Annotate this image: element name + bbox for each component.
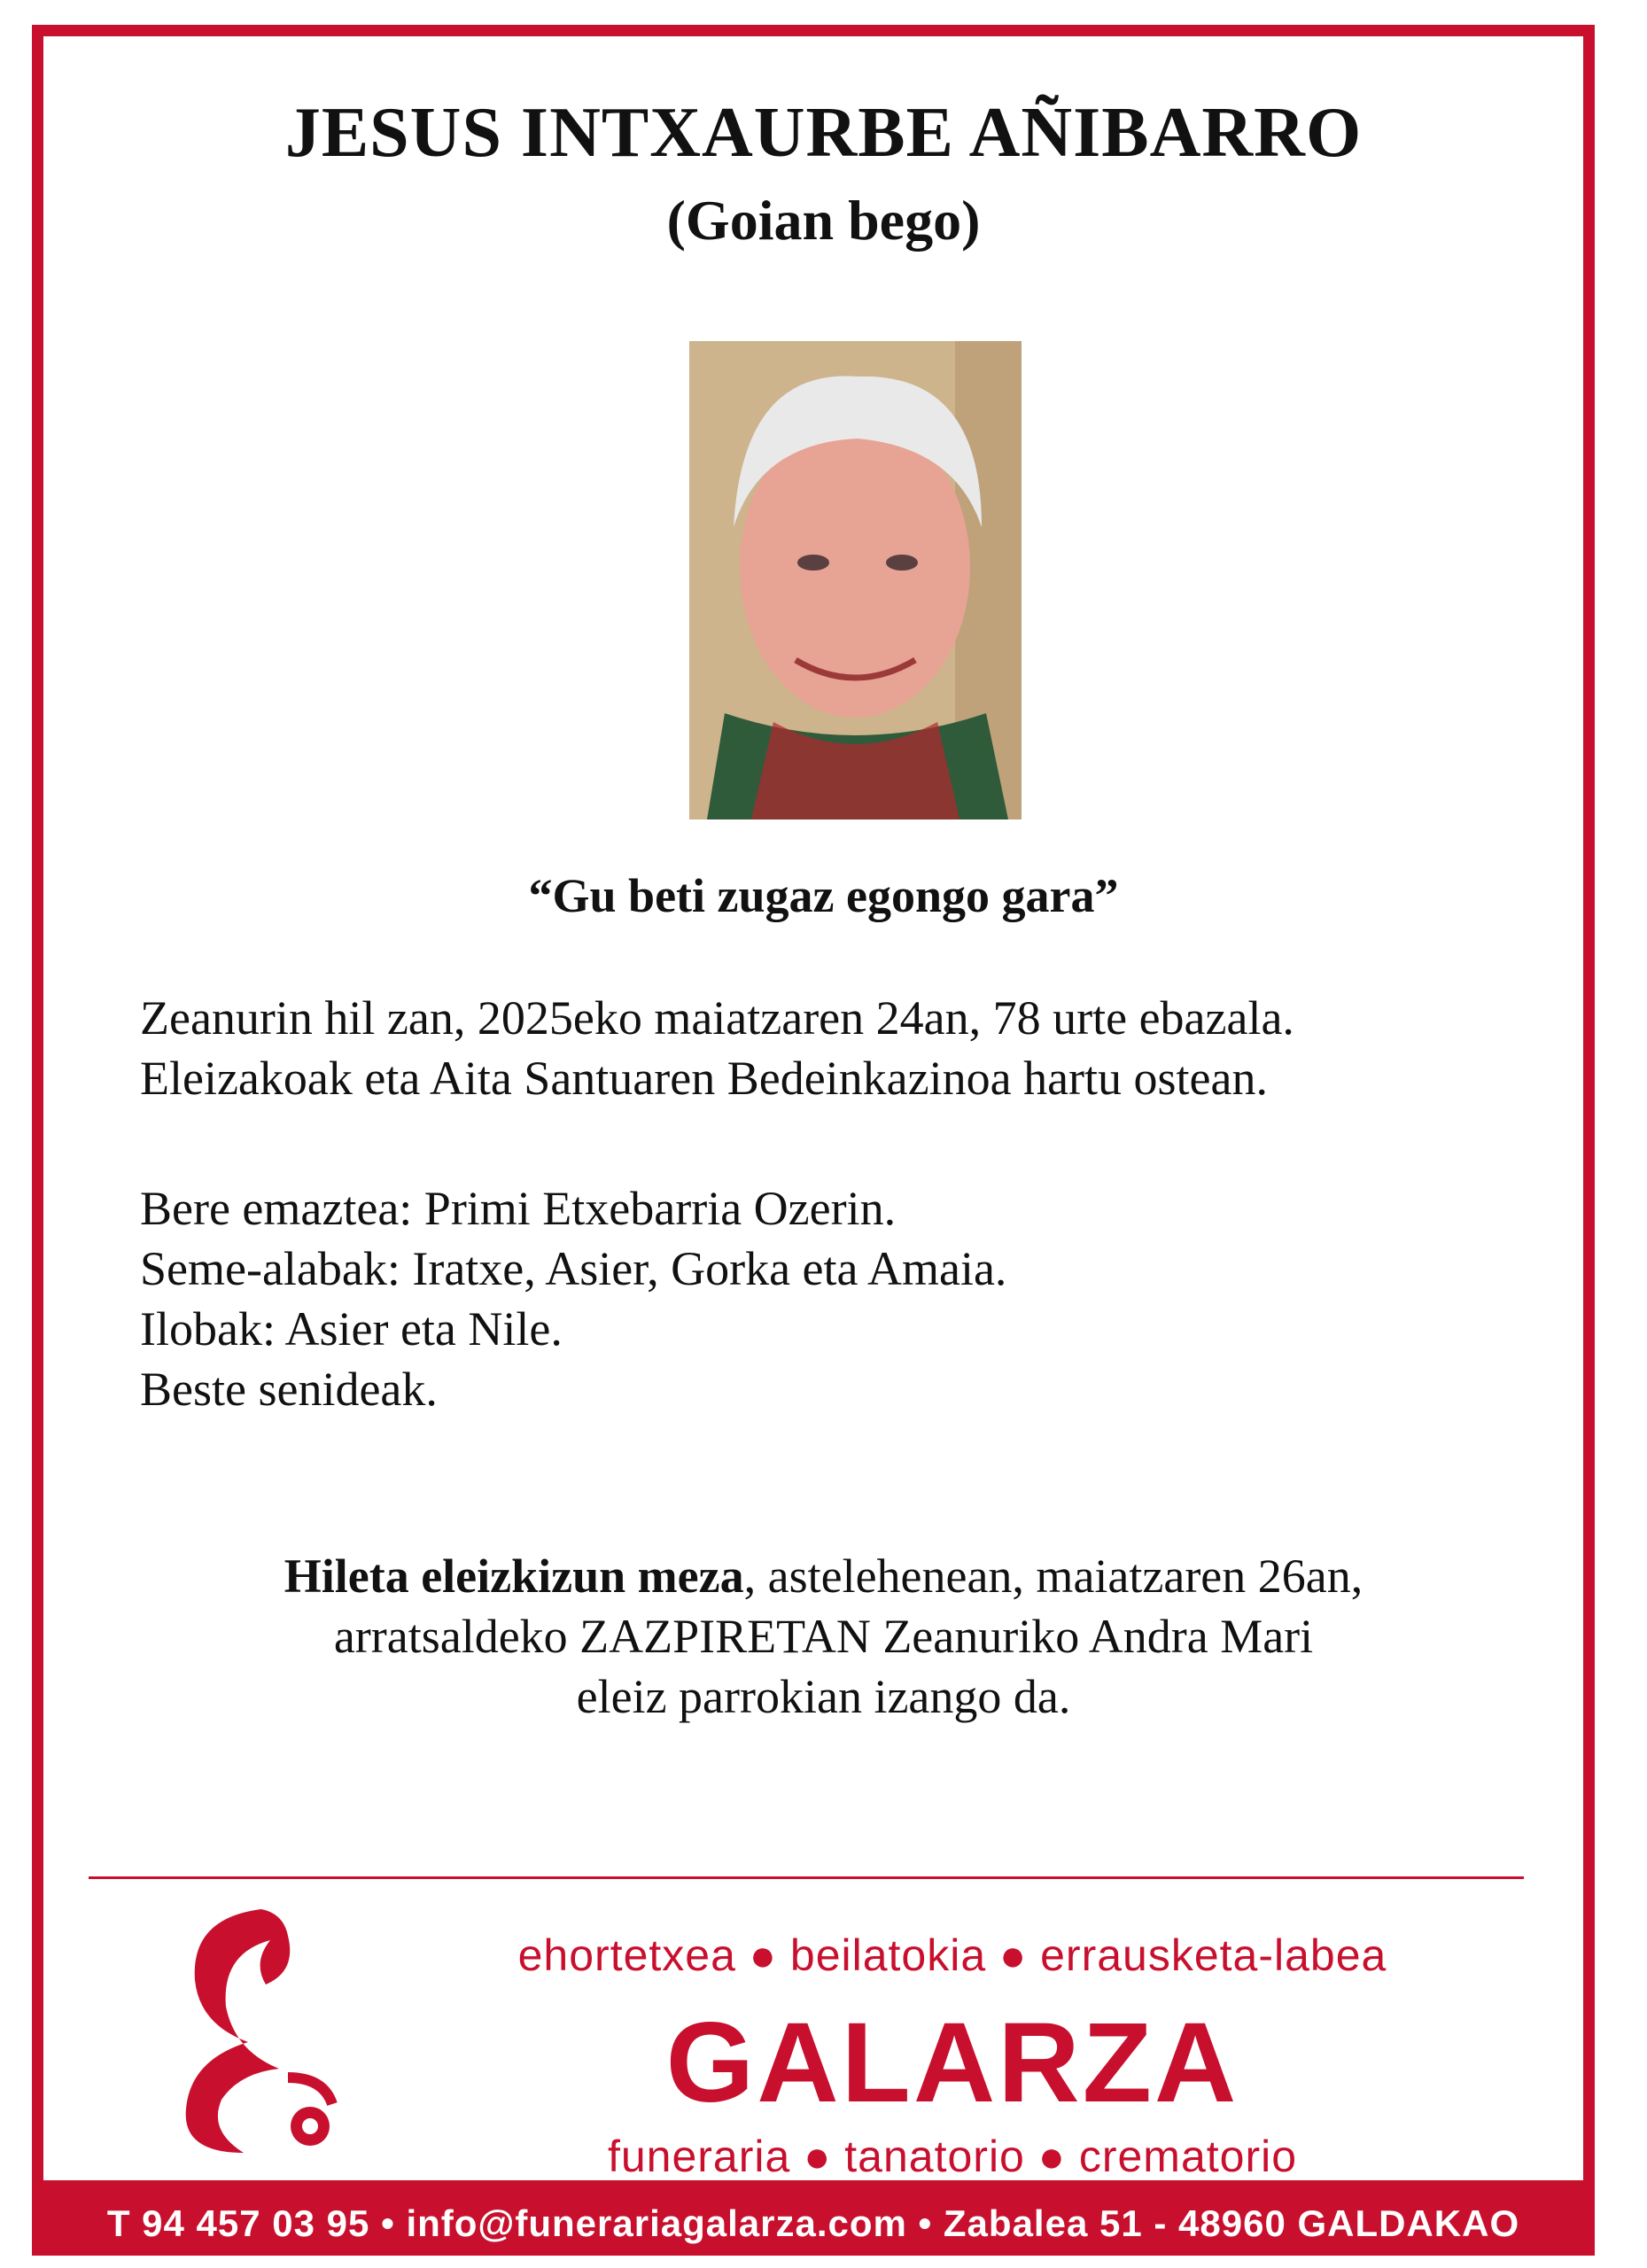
- tagline-spanish: funeraria ● tanatorio ● crematorio: [607, 2132, 1298, 2181]
- death-notice: [140, 988, 1294, 1108]
- service-line: arratsaldeko ZAZPIRETAN Zeanuriko Andra Mari: [333, 1610, 1314, 1663]
- galarza-logo-icon: [155, 1900, 346, 2157]
- contact-bar: [32, 2192, 1595, 2256]
- family-line: Ilobak: Asier eta Nile.: [140, 1302, 563, 1355]
- service-date: , astelehenean, maiatzaren 26an,: [743, 1550, 1363, 1603]
- funeral-service: [0, 1546, 1647, 1727]
- memorial-quote: “Gu beti zugaz egongo gara”: [528, 869, 1119, 922]
- service-line: eleiz parrokian izango da.: [576, 1670, 1071, 1723]
- service-title: Hileta eleizkizun meza: [284, 1550, 744, 1603]
- contact-info: T 94 457 03 95 • info@funerariagalarza.com • Zabalea 51 - 48960 GALDAKAO: [106, 2202, 1520, 2244]
- service-line: [0, 1546, 1647, 1606]
- tagline-basque: ehortetxea ● beilatokia ● errausketa-labea: [517, 1930, 1387, 1980]
- family-list: [140, 1178, 1006, 1419]
- family-line: Bere emaztea: Primi Etxebarria Ozerin.: [140, 1182, 897, 1235]
- divider: [89, 1876, 1524, 1879]
- family-line: Seme-alabak: Iratxe, Asier, Gorka eta Amaia.: [140, 1242, 1007, 1295]
- death-notice-line: Zeanurin hil zan, 2025eko maiatzaren 24an, 78 urte ebazala.: [140, 991, 1294, 1045]
- subtitle: (Goian bego): [666, 189, 981, 252]
- brand-name: GALARZA: [665, 2000, 1239, 2126]
- deceased-name: JESUS INTXAURBE AÑIBARRO: [284, 94, 1363, 172]
- portrait-photo: [689, 341, 1022, 819]
- family-line: Beste senideak.: [140, 1363, 438, 1416]
- death-notice-line: Eleizakoak eta Aita Santuaren Bedeinkazinoa hartu ostean.: [140, 1052, 1268, 1105]
